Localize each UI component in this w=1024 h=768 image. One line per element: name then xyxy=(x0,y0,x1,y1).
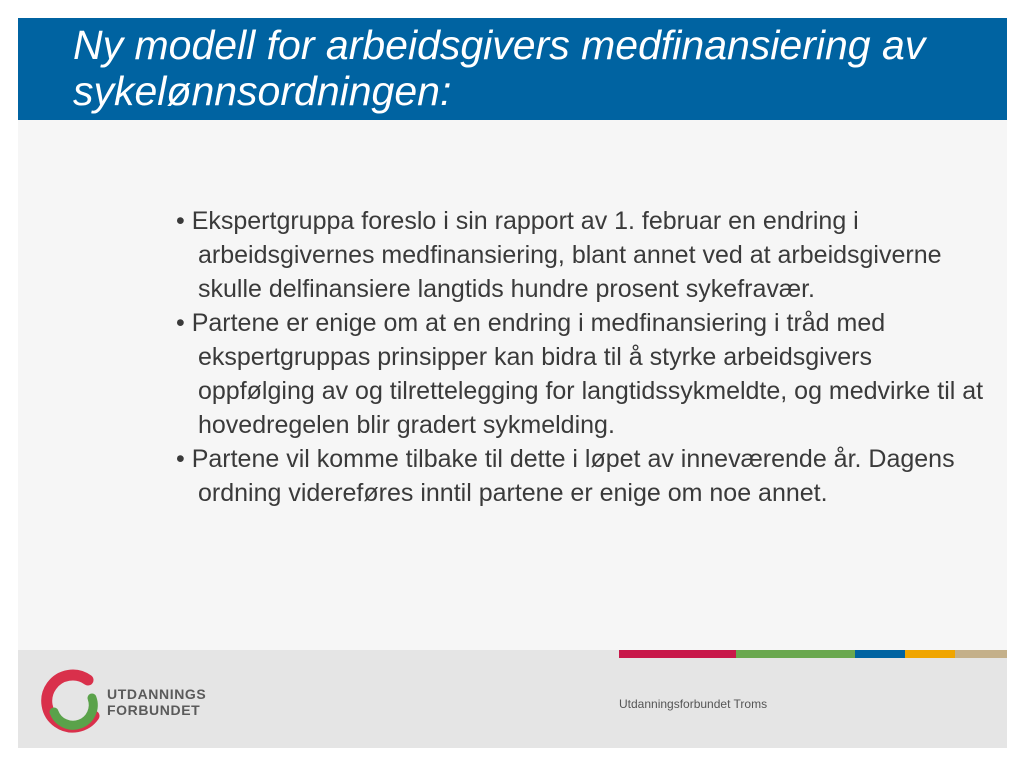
bullet-item-3: • Partene vil komme tilbake til dette i løpet av inneværende år. Dagens ordning videreføres inntil partene er enige om noe annet. xyxy=(176,445,955,507)
utdanningsforbundet-ring-logo-icon xyxy=(38,668,104,734)
organization-logo xyxy=(38,668,278,734)
slide-title: Ny modell for arbeidsgivers medfinansiering av sykelønnsordningen: xyxy=(73,22,926,114)
footer xyxy=(18,650,1007,748)
bullet-item-2: • Partene er enige om at en endring i medfinansiering i tråd med ekspertgruppas prinsipper kan bidra til å styrke arbeidsgivers oppfølging av og tilrettelegging for langtidssykmeldte, og medvirke til at hovedregelen blir gradert sykmelding. xyxy=(176,309,984,439)
logo-wordmark-line1: UTDANNINGS xyxy=(107,686,207,702)
slide xyxy=(18,18,1007,748)
stripe-blue xyxy=(855,650,905,658)
color-stripes xyxy=(619,650,1007,658)
stripe-tan xyxy=(955,650,1007,658)
stripe-yellow xyxy=(905,650,955,658)
bullet-item-1: • Ekspertgruppa foreslo i sin rapport av 1. februar en endring i arbeidsgivernes medfinansiering, blant annet ved at arbeidsgiverne skulle delfinansiere langtids hundre prosent sykefravær. xyxy=(176,207,942,303)
slide-body xyxy=(176,204,986,510)
footer-organization: Utdanningsforbundet Troms xyxy=(619,697,768,711)
stripe-green xyxy=(736,650,855,658)
stripe-red xyxy=(619,650,736,658)
title-band xyxy=(18,18,1007,120)
logo-wordmark-line2: FORBUNDET xyxy=(107,702,201,718)
